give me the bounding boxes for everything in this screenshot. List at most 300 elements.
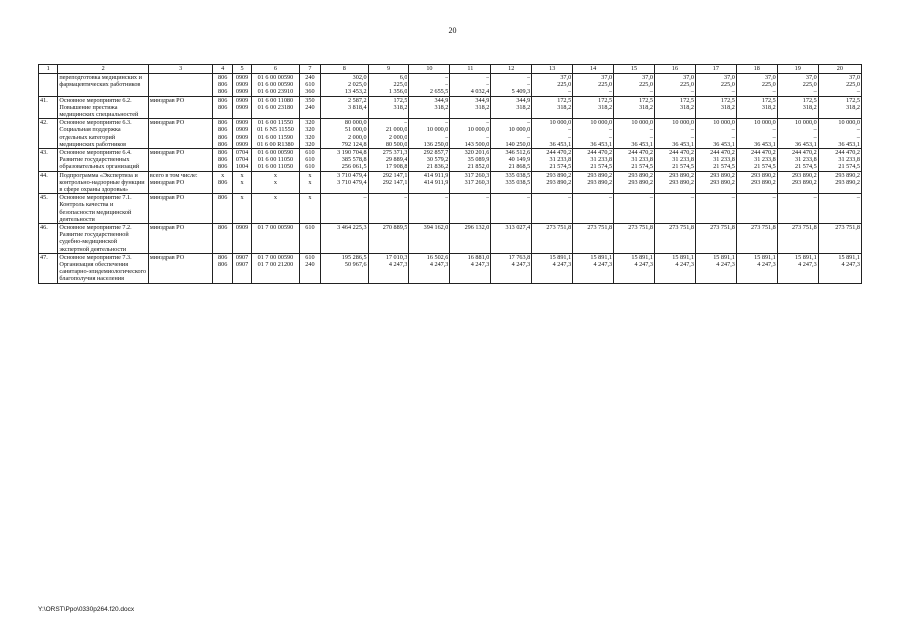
cell-line: 01 7 00 00590 <box>257 253 294 261</box>
cell-line: 3 464 225,3 <box>337 224 367 232</box>
row-number: 47. <box>39 253 58 283</box>
amount-cell <box>573 119 614 149</box>
cell-line: 273 751,8 <box>587 224 613 232</box>
amount-cell <box>818 224 861 254</box>
cell-line: – <box>527 81 531 89</box>
cell-line: 4 247,3 <box>634 261 653 269</box>
cell-line: 0907 <box>235 261 249 269</box>
budget-table <box>38 64 862 284</box>
cell-line: 293 890,2 <box>835 178 860 186</box>
amount-cell <box>573 224 614 254</box>
amount-cell <box>573 96 614 119</box>
cell-line: x <box>273 194 277 202</box>
amount-cell <box>736 96 777 119</box>
amount-cell <box>655 119 696 149</box>
amount-cell <box>695 253 736 283</box>
cell-line: 293 890,2 <box>546 171 572 179</box>
cell-line: 0909 <box>235 140 249 148</box>
cell-line: 4 032,4 <box>470 88 490 96</box>
cell-line: 17 010,3 <box>385 253 408 261</box>
amount-cell <box>409 148 450 171</box>
cell-line: 4 247,3 <box>757 261 776 269</box>
measure-name: Основное мероприятие 7.1. Контроль качества и безопасности медицинской деятельности <box>58 194 148 224</box>
cell-line: 16 502,6 <box>426 253 449 261</box>
amount-cell <box>818 171 861 194</box>
cell-line: 01 7 00 21200 <box>257 261 294 269</box>
cell-line: 806 <box>218 156 228 164</box>
amount-cell <box>736 148 777 171</box>
header-cell: 7 <box>299 65 321 74</box>
budget-code-cell <box>213 96 232 119</box>
amount-cell <box>409 194 450 224</box>
cell-line: – <box>445 194 449 202</box>
cell-line: 318,2 <box>475 103 490 111</box>
cell-line: 4 247,3 <box>470 261 490 269</box>
cell-line: – <box>772 194 776 202</box>
cell-line: 320 <box>305 126 315 134</box>
cell-line: 01 6 00 11550 <box>257 119 294 127</box>
cell-line: – <box>486 194 490 202</box>
amount-cell <box>736 119 777 149</box>
row-number <box>39 74 58 97</box>
table-row <box>39 171 862 194</box>
header-cell: 5 <box>232 65 251 74</box>
amount-cell <box>736 194 777 224</box>
cell-line: 31 233,8 <box>549 156 572 164</box>
cell-line: – <box>649 126 653 134</box>
cell-line: 36 453,1 <box>631 140 653 148</box>
cell-line: – <box>486 119 490 127</box>
amount-cell <box>818 148 861 171</box>
cell-line: 320 <box>305 133 315 141</box>
cell-line: x <box>240 171 244 179</box>
cell-line: 293 890,2 <box>669 171 694 179</box>
cell-line: – <box>690 126 694 134</box>
cell-line: – <box>772 88 776 96</box>
cell-line: 21 852,0 <box>467 163 490 171</box>
amount-cell <box>695 171 736 194</box>
amount-cell <box>777 74 818 97</box>
amount-cell <box>450 171 491 194</box>
cell-line: 15 891,1 <box>631 253 653 261</box>
cell-line: 21 868,5 <box>508 163 531 171</box>
cell-line: 806 <box>218 96 228 104</box>
cell-line: 4 247,3 <box>429 261 449 269</box>
cell-line: 3 710 479,4 <box>337 171 367 179</box>
amount-cell <box>368 119 409 149</box>
cell-line: 318,2 <box>393 103 408 111</box>
cell-line: – <box>608 126 613 134</box>
cell-line: – <box>856 126 860 134</box>
cell-line: 21 574,5 <box>838 163 860 171</box>
cell-line: 244 470,2 <box>669 148 694 156</box>
cell-line: 0909 <box>235 81 249 89</box>
amount-cell <box>409 224 450 254</box>
cell-line: 806 <box>218 163 228 171</box>
cell-line: 15 891,1 <box>672 253 694 261</box>
amount-cell <box>321 148 368 171</box>
cell-line: 01 6 00 00590 <box>257 148 294 156</box>
cell-line: 01 7 00 00590 <box>257 224 294 232</box>
amount-cell <box>532 74 573 97</box>
cell-line: 0909 <box>235 133 249 141</box>
cell-line: 240 <box>305 74 315 81</box>
budget-code-cell <box>213 171 232 194</box>
cell-line: 6,0 <box>399 74 408 81</box>
cell-line: x <box>308 178 312 186</box>
cell-line: 414 911,9 <box>423 178 449 186</box>
cell-line: 318,2 <box>680 103 694 111</box>
cell-line: – <box>527 133 531 141</box>
cell-line: 01 6 00 11050 <box>257 156 294 164</box>
cell-line: 30 579,2 <box>426 156 449 164</box>
cell-line: 195 286,5 <box>341 253 367 261</box>
table-row <box>39 74 862 97</box>
header-cell: 8 <box>321 65 368 74</box>
row-number: 41. <box>39 96 58 119</box>
cell-line: 80 000,0 <box>344 119 367 127</box>
cell-line: 10 000,0 <box>838 119 860 127</box>
budget-code-cell <box>213 119 232 149</box>
amount-cell <box>573 253 614 283</box>
cell-line: 4 247,3 <box>511 261 531 269</box>
cell-line: 3 818,4 <box>347 103 367 111</box>
cell-line: 10 000,0 <box>549 119 572 127</box>
cell-line: 172,5 <box>557 96 572 104</box>
amount-cell <box>614 119 655 149</box>
row-number: 42. <box>39 119 58 149</box>
budget-code-cell <box>299 119 321 149</box>
amount-cell <box>736 253 777 283</box>
cell-line: – <box>856 88 860 96</box>
cell-line: 37,0 <box>724 74 735 81</box>
cell-line: 244 470,2 <box>628 148 653 156</box>
cell-line: 240 <box>305 103 315 111</box>
amount-cell <box>409 74 450 97</box>
budget-code-cell <box>213 148 232 171</box>
cell-line: 10 000,0 <box>754 119 776 127</box>
amount-cell <box>695 224 736 254</box>
cell-line: 610 <box>305 148 315 156</box>
cell-line: 806 <box>218 261 228 269</box>
amount-cell <box>818 74 861 97</box>
amount-cell <box>532 171 573 194</box>
budget-code-cell <box>213 224 232 254</box>
cell-line: 318,2 <box>720 103 735 111</box>
budget-code-cell <box>252 224 299 254</box>
cell-line: x <box>240 194 244 202</box>
cell-line: 1 356,0 <box>388 88 408 96</box>
amount-cell <box>655 194 696 224</box>
amount-cell <box>491 148 532 171</box>
budget-code-cell <box>299 171 321 194</box>
cell-line: 21 000,0 <box>385 126 408 134</box>
cell-line: 2 587,2 <box>347 96 367 104</box>
header-cell: 18 <box>736 65 777 74</box>
cell-line: 10 000,0 <box>631 119 653 127</box>
cell-line: 225,0 <box>761 81 776 89</box>
cell-line: 21 574,5 <box>672 163 694 171</box>
budget-code-cell <box>213 194 232 224</box>
cell-line: 360 <box>305 88 315 96</box>
amount-cell <box>695 74 736 97</box>
cell-line: – <box>568 133 572 141</box>
amount-cell <box>614 148 655 171</box>
amount-cell <box>491 253 532 283</box>
cell-line: 806 <box>218 81 228 89</box>
budget-code-cell <box>299 253 321 283</box>
budget-code-cell <box>299 148 321 171</box>
cell-line: 320 201,6 <box>464 148 490 156</box>
cell-line: 4 247,3 <box>716 261 735 269</box>
cell-line: – <box>856 133 860 141</box>
cell-line: 225,0 <box>639 81 653 89</box>
cell-line: 15 891,1 <box>838 253 860 261</box>
budget-code-cell <box>299 194 321 224</box>
cell-line: 36 453,1 <box>672 140 694 148</box>
amount-cell <box>614 171 655 194</box>
cell-line: 225,0 <box>393 81 408 89</box>
amount-cell <box>573 74 614 97</box>
cell-line: 172,5 <box>761 96 776 104</box>
budget-code-cell <box>232 148 251 171</box>
cell-line: – <box>527 194 531 202</box>
cell-line: 293 890,2 <box>587 171 613 179</box>
amount-cell <box>450 194 491 224</box>
cell-line: 293 890,2 <box>791 178 817 186</box>
cell-line: 16 881,0 <box>467 253 490 261</box>
cell-line: 318,2 <box>639 103 653 111</box>
executor: минздрав РО <box>148 148 213 171</box>
header-cell: 17 <box>695 65 736 74</box>
cell-line: 15 891,1 <box>549 253 572 261</box>
cell-line: 3 190 704,8 <box>337 148 367 156</box>
header-cell: 4 <box>213 65 232 74</box>
cell-line: x <box>240 178 244 186</box>
cell-line: 31 233,8 <box>672 156 694 164</box>
cell-line: 50 967,6 <box>344 261 367 269</box>
cell-line: 31 233,8 <box>631 156 653 164</box>
cell-line: 0909 <box>235 96 249 104</box>
amount-cell <box>818 253 861 283</box>
cell-line: – <box>363 194 367 202</box>
amount-cell <box>777 194 818 224</box>
cell-line: – <box>649 133 653 141</box>
cell-line: 17 763,8 <box>508 253 531 261</box>
cell-line: 806 <box>218 224 228 232</box>
cell-line: 172,5 <box>639 96 653 104</box>
header-cell: 10 <box>409 65 450 74</box>
cell-line: 01 6 00 11050 <box>257 163 294 171</box>
cell-line: 244 470,2 <box>710 148 735 156</box>
cell-line: 225,0 <box>802 81 817 89</box>
cell-line: 01 6 00 00590 <box>257 74 294 81</box>
amount-cell <box>321 224 368 254</box>
cell-line: – <box>813 133 817 141</box>
amount-cell <box>491 74 532 97</box>
table-row <box>39 119 862 149</box>
amount-cell <box>655 253 696 283</box>
cell-line: 31 233,8 <box>838 156 860 164</box>
table-row <box>39 96 862 119</box>
amount-cell <box>368 194 409 224</box>
cell-line: – <box>608 133 613 141</box>
budget-code-cell <box>232 253 251 283</box>
cell-line: 610 <box>305 163 315 171</box>
cell-line: 293 890,2 <box>751 171 776 179</box>
row-number: 45. <box>39 194 58 224</box>
executor: всего в том числе: минздрав РО <box>148 171 213 194</box>
cell-line: 21 574,5 <box>795 163 817 171</box>
header-cell: 1 <box>39 65 58 74</box>
cell-line: 293 890,2 <box>791 171 817 179</box>
cell-line: – <box>772 133 776 141</box>
budget-code-cell <box>232 119 251 149</box>
cell-line: 143 500,0 <box>464 140 490 148</box>
cell-line: x <box>308 194 312 202</box>
cell-line: 10 000,0 <box>795 119 817 127</box>
budget-code-cell <box>252 148 299 171</box>
cell-line: 172,5 <box>846 96 860 104</box>
amount-cell <box>321 194 368 224</box>
cell-line: 172,5 <box>598 96 613 104</box>
cell-line: 318,2 <box>557 103 572 111</box>
cell-line: – <box>608 88 613 96</box>
cell-line: 244 470,2 <box>835 148 860 156</box>
amount-cell <box>532 253 573 283</box>
cell-line: – <box>690 88 694 96</box>
cell-line: 21 574,5 <box>713 163 735 171</box>
cell-line: – <box>445 133 449 141</box>
table-row <box>39 194 862 224</box>
cell-line: 35 089,9 <box>467 156 490 164</box>
cell-line: 0909 <box>235 74 249 81</box>
amount-cell <box>818 194 861 224</box>
amount-cell <box>695 194 736 224</box>
executor: минздрав РО <box>148 119 213 149</box>
cell-line: – <box>731 88 735 96</box>
cell-line: 244 470,2 <box>587 148 613 156</box>
cell-line: 13 453,2 <box>344 88 367 96</box>
cell-line: – <box>772 126 776 134</box>
cell-line: 0909 <box>235 126 249 134</box>
cell-line: 792 124,8 <box>341 140 367 148</box>
cell-line: – <box>690 133 694 141</box>
row-number: 43. <box>39 148 58 171</box>
executor: минздрав РО <box>148 224 213 254</box>
amount-cell <box>450 119 491 149</box>
cell-line: 37,0 <box>601 74 613 81</box>
budget-code-cell <box>299 224 321 254</box>
cell-line: 273 751,8 <box>791 224 817 232</box>
cell-line: 610 <box>305 81 315 89</box>
amount-cell <box>736 224 777 254</box>
amount-cell <box>450 253 491 283</box>
cell-line: 140 250,0 <box>505 140 531 148</box>
row-number: 46. <box>39 224 58 254</box>
cell-line: 0704 <box>235 148 249 156</box>
cell-line: 293 890,2 <box>628 178 653 186</box>
cell-line: 1004 <box>235 163 249 171</box>
cell-line: 318,2 <box>761 103 776 111</box>
cell-line: 21 574,5 <box>590 163 613 171</box>
amount-cell <box>655 224 696 254</box>
cell-line: 806 <box>218 88 228 96</box>
cell-line: 4 247,3 <box>593 261 613 269</box>
cell-line: 36 453,1 <box>549 140 572 148</box>
amount-cell <box>450 224 491 254</box>
cell-line: – <box>649 194 653 202</box>
cell-line: 37,0 <box>560 74 572 81</box>
amount-cell <box>614 74 655 97</box>
amount-cell <box>573 171 614 194</box>
measure-name: Подпрограмма «Экспертиза и контрольно-надзорные функции в сфере охраны здоровья» <box>58 171 148 194</box>
cell-line: 275 371,3 <box>382 148 408 156</box>
amount-cell <box>818 96 861 119</box>
cell-line: 385 578,8 <box>341 156 367 164</box>
cell-line: 01 6 00 11590 <box>257 133 294 141</box>
budget-code-cell <box>252 171 299 194</box>
cell-line: 36 453,1 <box>590 140 613 148</box>
cell-line: 240 <box>305 261 315 269</box>
cell-line: 51 000,0 <box>344 126 367 134</box>
cell-line: 01 6 00 R1380 <box>257 140 294 148</box>
cell-line: – <box>731 133 735 141</box>
cell-line: – <box>731 126 735 134</box>
budget-code-cell <box>213 74 232 97</box>
cell-line: 293 890,2 <box>628 171 653 179</box>
cell-line: 15 891,1 <box>795 253 817 261</box>
amount-cell <box>614 224 655 254</box>
cell-line: 244 470,2 <box>791 148 817 156</box>
budget-code-cell <box>213 253 232 283</box>
cell-line: 273 751,8 <box>751 224 776 232</box>
amount-cell <box>777 253 818 283</box>
executor: минздрав РО <box>148 194 213 224</box>
cell-line: 318,2 <box>802 103 817 111</box>
header-cell: 2 <box>58 65 148 74</box>
amount-cell <box>695 148 736 171</box>
cell-line: 293 890,2 <box>669 178 694 186</box>
cell-line: 225,0 <box>598 81 613 89</box>
cell-line: 806 <box>218 74 228 81</box>
amount-cell <box>368 171 409 194</box>
amount-cell <box>491 96 532 119</box>
cell-line: 293 890,2 <box>710 178 735 186</box>
header-cell: 11 <box>450 65 491 74</box>
cell-line: 0907 <box>235 253 249 261</box>
cell-line: 31 233,8 <box>795 156 817 164</box>
cell-line: 225,0 <box>680 81 694 89</box>
cell-line: x <box>308 171 312 179</box>
budget-code-cell <box>299 74 321 97</box>
cell-line: 01 6 00 00590 <box>257 81 294 89</box>
measure-name: Основное мероприятие 7.3. Организация обеспечения санитарно-эпидемиологического благополучия населения <box>58 253 148 283</box>
cell-line: 806 <box>218 194 228 202</box>
cell-line: 293 890,2 <box>710 171 735 179</box>
cell-line: 335 038,5 <box>505 171 531 179</box>
amount-cell <box>736 171 777 194</box>
row-number: 44. <box>39 171 58 194</box>
amount-cell <box>695 96 736 119</box>
header-cell: 12 <box>491 65 532 74</box>
cell-line: – <box>486 74 490 81</box>
cell-line: 293 890,2 <box>835 171 860 179</box>
cell-line: – <box>690 194 694 202</box>
amount-cell <box>368 224 409 254</box>
cell-line: 296 132,0 <box>464 224 490 232</box>
executor <box>148 74 213 97</box>
